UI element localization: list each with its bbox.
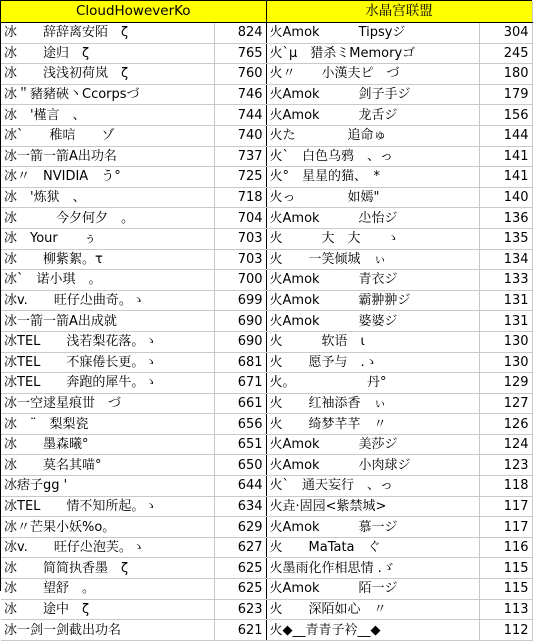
right-player-name[interactable]: 火Amok 陌一ジ <box>266 579 479 600</box>
right-player-name[interactable]: 火。 丹° <box>266 373 479 394</box>
table-row <box>1 290 532 311</box>
right-player-score[interactable]: 113 <box>479 599 532 620</box>
right-player-score[interactable]: 115 <box>479 558 532 579</box>
left-player-name[interactable]: 冰` 稚唁 ゾ <box>1 125 214 146</box>
left-player-score[interactable]: 824 <box>214 23 266 44</box>
left-player-score[interactable]: 634 <box>214 496 266 517</box>
right-player-name[interactable]: 火 MaTata ぐ <box>266 537 479 558</box>
table-row <box>1 146 532 167</box>
right-player-name[interactable]: 火◆__青青子衿__◆ <box>266 620 479 641</box>
table-row <box>1 414 532 435</box>
left-player-score[interactable]: 765 <box>214 43 266 64</box>
table-row <box>1 64 532 85</box>
right-player-name[interactable]: 火 愿予与 .ゝ <box>266 352 479 373</box>
left-player-name[interactable]: 冰 墨森曦° <box>1 434 214 455</box>
left-player-name[interactable]: 冰 浅浅初荷岚 ζ <box>1 64 214 85</box>
left-player-name[interactable]: 冰TEL 情不知所起。ゝ <box>1 496 214 517</box>
left-player-score[interactable]: 623 <box>214 599 266 620</box>
left-player-score[interactable]: 690 <box>214 311 266 332</box>
right-player-name[interactable]: 火` 通天妄行 、っ <box>266 476 479 497</box>
table-row <box>1 455 532 476</box>
left-player-name[interactable]: 冰一箭一箭A出成就 <box>1 311 214 332</box>
table-row <box>1 620 532 641</box>
right-player-score[interactable]: 117 <box>479 496 532 517</box>
right-player-score[interactable]: 140 <box>479 187 532 208</box>
table-row <box>1 599 532 620</box>
right-player-name[interactable]: 火っ 如嫣" <box>266 187 479 208</box>
right-player-name[interactable]: 火 深陌如心 〃 <box>266 599 479 620</box>
right-player-name[interactable]: 火Amok 小肉球ジ <box>266 455 479 476</box>
right-player-name[interactable]: 火`µ 猎杀ミMemoryゴ <box>266 43 479 64</box>
table-row <box>1 352 532 373</box>
left-player-score[interactable]: 621 <box>214 620 266 641</box>
right-player-score[interactable]: 133 <box>479 270 532 291</box>
left-player-name[interactable]: 冰TEL 奔跑的犀牛。ゝ <box>1 373 214 394</box>
table-row <box>1 434 532 455</box>
left-player-score[interactable]: 760 <box>214 64 266 85</box>
right-guild-header[interactable]: 水晶宫联盟 <box>266 1 532 23</box>
left-player-name[interactable]: 冰 '炼狱 、 <box>1 187 214 208</box>
table-row <box>1 228 532 249</box>
right-player-score[interactable]: 130 <box>479 352 532 373</box>
right-player-name[interactable]: 火 软语 ι <box>266 331 479 352</box>
left-player-name[interactable]: 冰v. 旺仔尐曲奇。ゝ <box>1 290 214 311</box>
table-row <box>1 270 532 291</box>
right-player-name[interactable]: 火Amok 慕一ジ <box>266 517 479 538</box>
left-player-score[interactable]: 671 <box>214 373 266 394</box>
right-player-score[interactable]: 134 <box>479 249 532 270</box>
left-player-score[interactable]: 625 <box>214 579 266 600</box>
left-player-name[interactable]: 冰一空逑星痕丗 づ <box>1 393 214 414</box>
right-player-name[interactable]: 火° 星星的猫、 * <box>266 167 479 188</box>
left-player-name[interactable]: 冰 今夕何夕 。 <box>1 208 214 229</box>
table-row <box>1 249 532 270</box>
table-row <box>1 187 532 208</box>
right-player-name[interactable]: 火Amok 龙舌ジ <box>266 105 479 126</box>
left-player-name[interactable]: 冰〃 NVIDIA う° <box>1 167 214 188</box>
left-player-name[interactable]: 冰 途中 ζ <box>1 599 214 620</box>
left-player-name[interactable]: 冰 辞辞离安陌 ζ <box>1 23 214 44</box>
left-player-name[interactable]: 冰＂豬豬硤丶Ccorpsづ <box>1 84 214 105</box>
right-player-name[interactable]: 火 一笑倾城 ぃ <box>266 249 479 270</box>
right-player-name[interactable]: 火 绮梦芊芊 〃 <box>266 414 479 435</box>
right-player-score[interactable]: 156 <box>479 105 532 126</box>
right-player-score[interactable]: 118 <box>479 476 532 497</box>
header-row <box>1 1 532 23</box>
right-player-name[interactable]: 火た 追命ゅ <box>266 125 479 146</box>
left-player-score[interactable]: 629 <box>214 517 266 538</box>
left-player-name[interactable]: 冰痞子gg ' <box>1 476 214 497</box>
table-row <box>1 558 532 579</box>
left-player-score[interactable]: 650 <box>214 455 266 476</box>
left-player-score[interactable]: 681 <box>214 352 266 373</box>
left-player-score[interactable]: 718 <box>214 187 266 208</box>
right-player-score[interactable]: 245 <box>479 43 532 64</box>
right-player-name[interactable]: 火 红袖添香 ぃ <box>266 393 479 414</box>
left-player-name[interactable]: 冰〃芒果小妖%o。 <box>1 517 214 538</box>
left-player-name[interactable]: 冰v. 旺仔尐泡芙。ゝ <box>1 537 214 558</box>
table-row <box>1 43 532 64</box>
right-player-score[interactable]: 180 <box>479 64 532 85</box>
table-row <box>1 579 532 600</box>
left-player-name[interactable]: 冰TEL 浅若梨花落。ゝ <box>1 331 214 352</box>
right-player-name[interactable]: 火Amok 尐怡ジ <box>266 208 479 229</box>
left-player-score[interactable]: 625 <box>214 558 266 579</box>
right-player-score[interactable]: 117 <box>479 517 532 538</box>
left-player-score[interactable]: 703 <box>214 249 266 270</box>
left-player-score[interactable]: 627 <box>214 537 266 558</box>
table-row <box>1 84 532 105</box>
left-player-name[interactable]: 冰 莫名其喵° <box>1 455 214 476</box>
table-row <box>1 208 532 229</box>
table-row <box>1 393 532 414</box>
left-player-score[interactable]: 661 <box>214 393 266 414</box>
table-row <box>1 23 532 44</box>
right-player-name[interactable]: 火Amok Tipsyジ <box>266 23 479 44</box>
left-player-score[interactable]: 656 <box>214 414 266 435</box>
right-player-score[interactable]: 131 <box>479 290 532 311</box>
table-row <box>1 476 532 497</box>
left-player-score[interactable]: 690 <box>214 331 266 352</box>
left-player-score[interactable]: 746 <box>214 84 266 105</box>
left-player-score[interactable]: 740 <box>214 125 266 146</box>
right-player-score[interactable]: 123 <box>479 455 532 476</box>
left-player-name[interactable]: 冰一剑一剑截出功名 <box>1 620 214 641</box>
table-row <box>1 167 532 188</box>
table-row <box>1 105 532 126</box>
right-player-name[interactable]: 火Amok 剑子手ジ <box>266 84 479 105</box>
right-player-score[interactable]: 131 <box>479 311 532 332</box>
left-player-score[interactable]: 744 <box>214 105 266 126</box>
table-row <box>1 125 532 146</box>
right-player-score[interactable]: 304 <box>479 23 532 44</box>
right-player-score[interactable]: 112 <box>479 620 532 641</box>
left-player-name[interactable]: 冰 简简执香墨 ζ <box>1 558 214 579</box>
right-player-name[interactable]: 火Amok 霸翀翀ジ <box>266 290 479 311</box>
left-guild-header[interactable]: CloudHoweverKo <box>1 1 266 23</box>
left-player-name[interactable]: 冰 '槿言 、 <box>1 105 214 126</box>
right-player-name[interactable]: 火 大 大 ゝ <box>266 228 479 249</box>
right-player-name[interactable]: 火Amok 美莎ジ <box>266 434 479 455</box>
table-row <box>1 517 532 538</box>
right-player-score[interactable]: 127 <box>479 393 532 414</box>
right-player-name[interactable]: 火Amok 婆婆ジ <box>266 311 479 332</box>
left-player-name[interactable]: 冰一箭一箭A出功名 <box>1 146 214 167</box>
right-player-score[interactable]: 126 <box>479 414 532 435</box>
left-player-score[interactable]: 704 <box>214 208 266 229</box>
left-player-name[interactable]: 冰 望舒 。 <box>1 579 214 600</box>
left-player-name[interactable]: 冰 柳紫絮。τ <box>1 249 214 270</box>
right-player-name[interactable]: 火Amok 青衣ジ <box>266 270 479 291</box>
right-player-score[interactable]: 141 <box>479 167 532 188</box>
table-row <box>1 496 532 517</box>
table-row <box>1 537 532 558</box>
table-row <box>1 311 532 332</box>
left-player-score[interactable]: 699 <box>214 290 266 311</box>
right-player-name[interactable]: 火墨雨化作相思情 .ゞ <box>266 558 479 579</box>
right-player-score[interactable]: 135 <box>479 228 532 249</box>
left-player-name[interactable]: 冰 途归 ζ <box>1 43 214 64</box>
table-row <box>1 373 532 394</box>
right-player-score[interactable]: 116 <box>479 537 532 558</box>
left-player-name[interactable]: 冰` 诺小琪 。 <box>1 270 214 291</box>
table-row <box>1 331 532 352</box>
right-player-score[interactable]: 115 <box>479 579 532 600</box>
right-player-score[interactable]: 129 <box>479 373 532 394</box>
left-player-name[interactable]: 冰 Your ぅ <box>1 228 214 249</box>
right-player-score[interactable]: 179 <box>479 84 532 105</box>
left-player-score[interactable]: 737 <box>214 146 266 167</box>
left-player-name[interactable]: 冰 ¨ 梨梨瓷 <box>1 414 214 435</box>
ranking-table <box>1 1 533 641</box>
left-player-score[interactable]: 644 <box>214 476 266 497</box>
right-player-name[interactable]: 火〃 小漢夫ピ づ <box>266 64 479 85</box>
right-player-score[interactable]: 141 <box>479 146 532 167</box>
left-player-score[interactable]: 725 <box>214 167 266 188</box>
table-body <box>1 23 532 641</box>
right-player-name[interactable]: 火` 白色乌鸦 、っ <box>266 146 479 167</box>
right-player-score[interactable]: 136 <box>479 208 532 229</box>
left-player-score[interactable]: 703 <box>214 228 266 249</box>
right-player-name[interactable]: 火垚·固园<紫禁城> <box>266 496 479 517</box>
left-player-score[interactable]: 651 <box>214 434 266 455</box>
left-player-name[interactable]: 冰TEL 不寐倦长更。ゝ <box>1 352 214 373</box>
left-player-score[interactable]: 700 <box>214 270 266 291</box>
right-player-score[interactable]: 124 <box>479 434 532 455</box>
right-player-score[interactable]: 130 <box>479 331 532 352</box>
right-player-score[interactable]: 144 <box>479 125 532 146</box>
